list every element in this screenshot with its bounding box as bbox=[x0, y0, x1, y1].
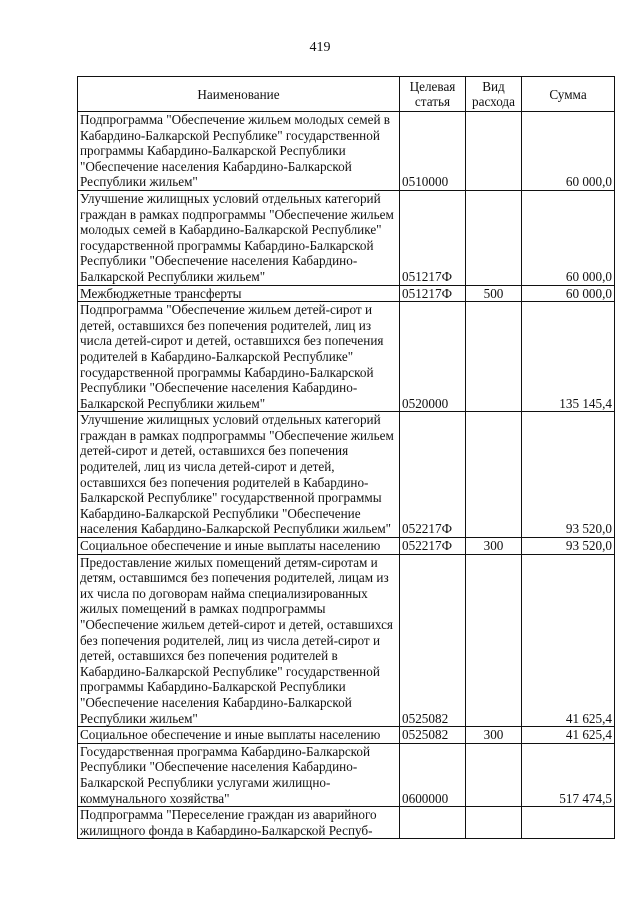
row-code: 052217Ф bbox=[400, 412, 466, 538]
row-code: 0600000 bbox=[400, 743, 466, 806]
table-row bbox=[78, 727, 615, 744]
row-expense bbox=[466, 112, 522, 191]
row-expense bbox=[466, 743, 522, 806]
row-expense: 300 bbox=[466, 727, 522, 744]
table-row bbox=[78, 538, 615, 555]
page-number: 419 bbox=[309, 40, 331, 55]
row-code: 0525082 bbox=[400, 554, 466, 727]
row-name: Социальное обеспечение и иные выплаты населению bbox=[78, 727, 400, 744]
table-row bbox=[78, 807, 615, 839]
row-sum bbox=[522, 807, 615, 839]
row-name: Подпрограмма "Переселение граждан из аварийного жилищного фонда в Кабардино-Балкарской Респуб- bbox=[78, 807, 400, 839]
row-name: Государственная программа Кабардино-Балкарской Республики "Обеспечение населения Кабардино-Балкарской Республики услугами жилищно-коммунального хозяйства" bbox=[78, 743, 400, 806]
table-header-row bbox=[78, 77, 615, 112]
row-sum: 93 520,0 bbox=[522, 538, 615, 555]
row-sum: 41 625,4 bbox=[522, 554, 615, 727]
row-expense bbox=[466, 807, 522, 839]
row-sum: 60 000,0 bbox=[522, 190, 615, 285]
row-name: Подпрограмма "Обеспечение жильем детей-сирот и детей, оставшихся без попечения родителей, лиц из числа детей-сирот и детей, оставшихся без попечения родителей в Кабардино-Балкарской Республике" государственной программы Кабардино-Балкарской Республики "Обеспечение населения Кабардино-Балкарской Республики жильем" bbox=[78, 302, 400, 412]
table-row bbox=[78, 554, 615, 727]
row-sum: 93 520,0 bbox=[522, 412, 615, 538]
row-expense bbox=[466, 190, 522, 285]
table-row bbox=[78, 112, 615, 191]
row-expense: 300 bbox=[466, 538, 522, 555]
row-code: 051217Ф bbox=[400, 190, 466, 285]
row-name: Предоставление жилых помещений детям-сиротам и детям, оставшимся без попечения родителей, лицам из их числа по договорам найма специализированных жилых помещений в рамках подпрограммы "Обеспечение жильем детей-сирот и детей, оставшихся без попечения родителей, лиц из числа детей-сирот и детей, оставшихся без попечения родителей в Кабардино-Балкарской Республике" государственной программы Кабардино-Балкарской Республики "Обеспечение населения Кабардино-Балкарской Республики жильем" bbox=[78, 554, 400, 727]
row-code: 051217Ф bbox=[400, 285, 466, 302]
header-sum: Сумма bbox=[522, 77, 615, 112]
header-name: Наименование bbox=[78, 77, 400, 112]
row-expense bbox=[466, 554, 522, 727]
table-row bbox=[78, 285, 615, 302]
row-sum: 60 000,0 bbox=[522, 112, 615, 191]
row-sum: 135 145,4 bbox=[522, 302, 615, 412]
budget-table bbox=[77, 76, 615, 839]
table-row bbox=[78, 190, 615, 285]
row-name: Межбюджетные трансферты bbox=[78, 285, 400, 302]
row-sum: 60 000,0 bbox=[522, 285, 615, 302]
row-expense bbox=[466, 412, 522, 538]
table-row bbox=[78, 743, 615, 806]
row-code: 0520000 bbox=[400, 302, 466, 412]
table-row bbox=[78, 412, 615, 538]
row-name: Социальное обеспечение и иные выплаты населению bbox=[78, 538, 400, 555]
row-name: Подпрограмма "Обеспечение жильем молодых семей в Кабардино-Балкарской Республике" государственной программы Кабардино-Балкарской Республики "Обеспечение населения Кабардино-Балкарской Республики жильем" bbox=[78, 112, 400, 191]
row-code: 052217Ф bbox=[400, 538, 466, 555]
row-name: Улучшение жилищных условий отдельных категорий граждан в рамках подпрограммы "Обеспечение жильем детей-сирот и детей, оставшихся без попечения родителей, лиц из числа детей-сирот и детей, оставшихся без попечения родителей в Кабардино-Балкарской Республике" государственной программы Кабардино-Балкарской Республики "Обеспечение населения Кабардино-Балкарской Республики жильем" bbox=[78, 412, 400, 538]
row-sum: 41 625,4 bbox=[522, 727, 615, 744]
row-name: Улучшение жилищных условий отдельных категорий граждан в рамках подпрограммы "Обеспечение жильем молодых семей в Кабардино-Балкарской Республике" государственной программы Кабардино-Балкарской Республики "Обеспечение населения Кабардино-Балкарской Республики жильем" bbox=[78, 190, 400, 285]
row-expense: 500 bbox=[466, 285, 522, 302]
table-row bbox=[78, 302, 615, 412]
row-expense bbox=[466, 302, 522, 412]
row-code: 0510000 bbox=[400, 112, 466, 191]
header-expense: Вид расхода bbox=[466, 77, 522, 112]
row-sum: 517 474,5 bbox=[522, 743, 615, 806]
row-code: 0525082 bbox=[400, 727, 466, 744]
row-code bbox=[400, 807, 466, 839]
header-code: Целевая статья bbox=[400, 77, 466, 112]
